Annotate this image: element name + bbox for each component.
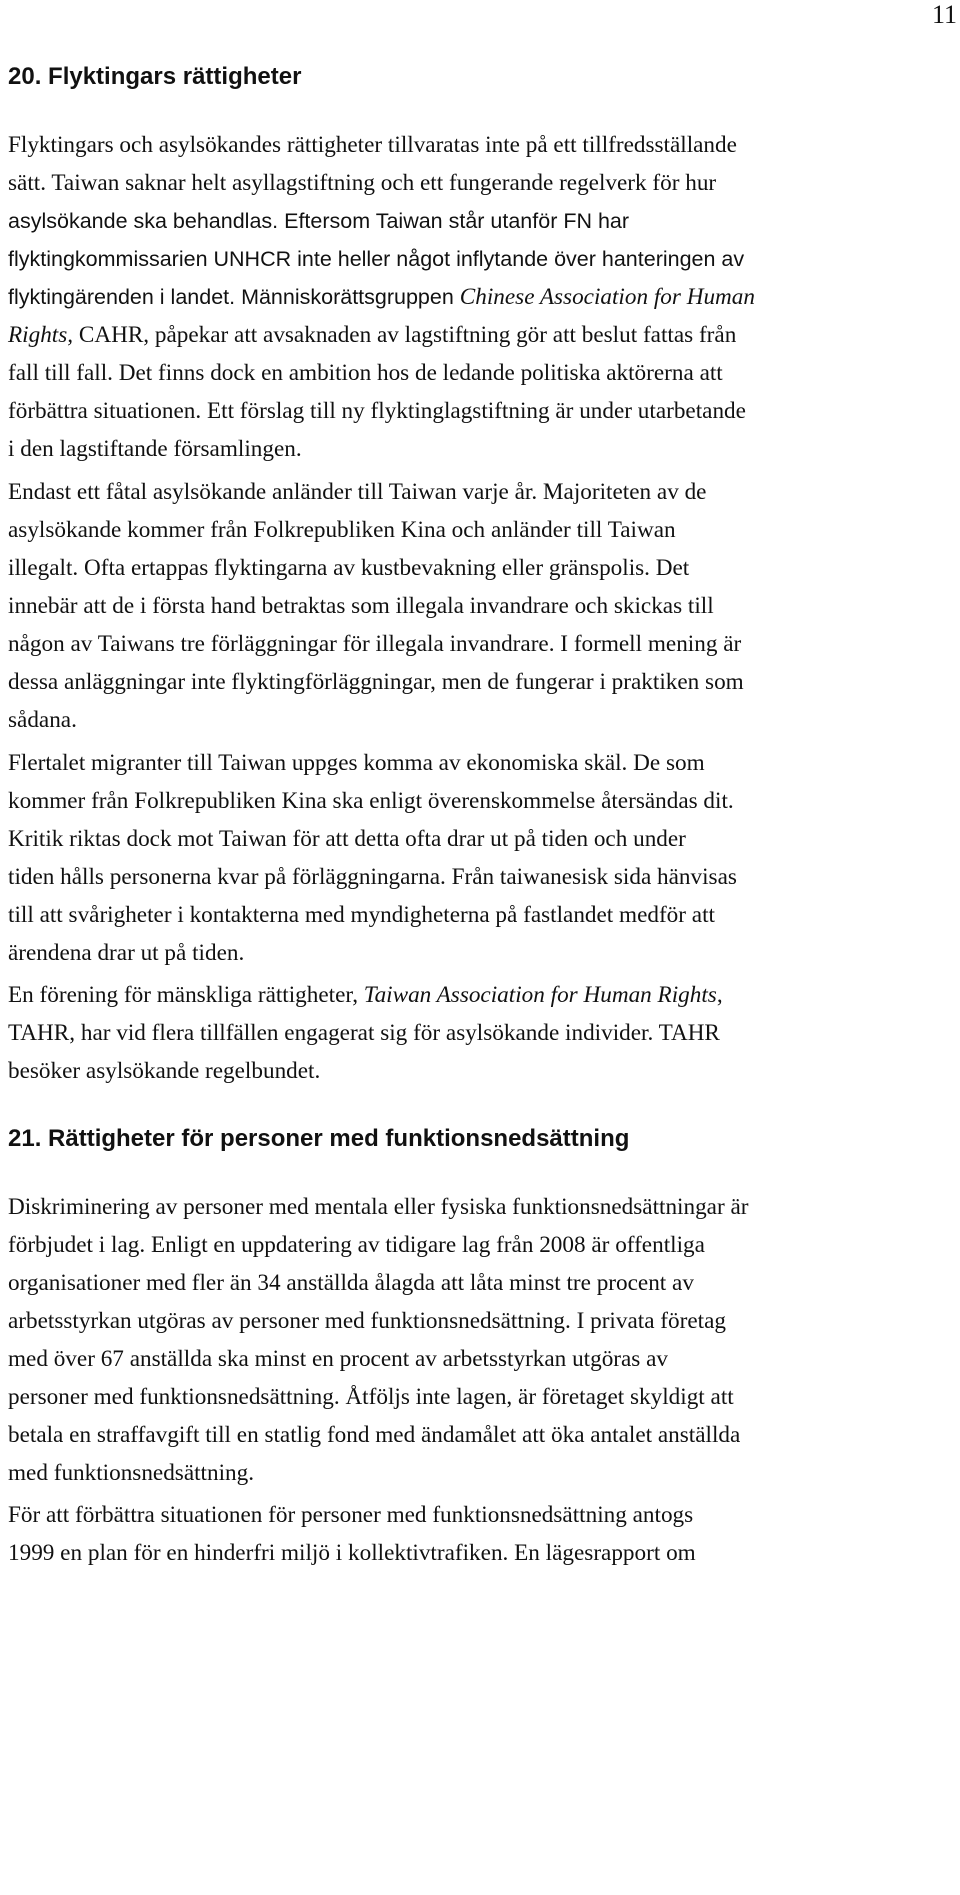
text-line: besöker asylsökande regelbundet. xyxy=(8,1058,321,1084)
organization-name: Rights, xyxy=(8,322,74,348)
text-line: arbetsstyrkan utgöras av personer med funktionsnedsättning. I privata företag xyxy=(8,1308,726,1334)
text-line: förbättra situationen. Ett förslag till ny flyktinglagstiftning är under utarbetande xyxy=(8,398,746,424)
text-line: Flertalet migranter till Taiwan uppges komma av ekonomiska skäl. De som xyxy=(8,750,705,776)
text-line: personer med funktionsnedsättning. Åtföljs inte lagen, är företaget skyldigt att xyxy=(8,1384,734,1410)
text-line: Flyktingars och asylsökandes rättigheter tillvaratas inte på ett tillfredsställande xyxy=(8,132,737,158)
text-line: förbjudet i lag. Enligt en uppdatering av tidigare lag från 2008 är offentliga xyxy=(8,1232,705,1258)
text-run: CAHR, påpekar att avsaknaden av lagstiftning gör att beslut fattas från xyxy=(73,322,737,348)
text-line: TAHR, har vid flera tillfällen engagerat sig för asylsökande individer. TAHR xyxy=(8,1020,720,1046)
paragraph xyxy=(8,976,960,1090)
text-line: sådana. xyxy=(8,707,77,733)
text-line: Endast ett fåtal asylsökande anländer till Taiwan varje år. Majoriteten av de xyxy=(8,479,707,505)
text-line: asylsökande ska behandlas. Eftersom Taiwan står utanför FN har xyxy=(8,209,630,233)
text-line: med funktionsnedsättning. xyxy=(8,1460,255,1486)
text-line: med över 67 anställda ska minst en procent av arbetsstyrkan utgöras av xyxy=(8,1346,669,1372)
text-line: organisationer med fler än 34 anställda ålagda att låta minst tre procent av xyxy=(8,1270,694,1296)
text-line: Diskriminering av personer med mentala eller fysiska funktionsnedsättningar är xyxy=(8,1194,749,1220)
text-line: kommer från Folkrepubliken Kina ska enligt överenskommelse återsändas dit. xyxy=(8,788,734,814)
text-line: dessa anläggningar inte flyktingförläggningar, men de fungerar i praktiken som xyxy=(8,669,744,695)
text-line: illegalt. Ofta ertappas flyktingarna av kustbevakning eller gränspolis. Det xyxy=(8,555,690,581)
paragraph xyxy=(8,1188,960,1492)
text-line: till att svårigheter i kontakterna med myndigheterna på fastlandet medför att xyxy=(8,902,715,928)
text-run: En förening för mänskliga rättigheter, xyxy=(8,982,364,1008)
text-line: innebär att de i första hand betraktas som illegala invandrare och skickas till xyxy=(8,593,714,619)
text-line: sätt. Taiwan saknar helt asyllagstiftning och ett fungerande regelverk för hur xyxy=(8,170,717,196)
organization-name: Chinese Association for Human xyxy=(459,284,755,310)
text-line: i den lagstiftande församlingen. xyxy=(8,436,302,462)
text-line: fall till fall. Det finns dock en ambition hos de ledande politiska aktörerna att xyxy=(8,360,723,386)
text-line: 1999 en plan för en hinderfri miljö i kollektivtrafiken. En lägesrapport om xyxy=(8,1540,696,1566)
text-line: asylsökande kommer från Folkrepubliken Kina och anländer till Taiwan xyxy=(8,517,676,543)
text-line: ärendena drar ut på tiden. xyxy=(8,940,245,966)
text-line xyxy=(8,316,960,354)
text-run: , xyxy=(716,982,723,1008)
paragraph xyxy=(8,1496,960,1572)
section-20-heading: 20. Flyktingars rättigheter xyxy=(8,63,302,90)
text-line: För att förbättra situationen för personer med funktionsnedsättning antogs xyxy=(8,1502,694,1528)
paragraph xyxy=(8,744,960,972)
text-line: tiden hålls personerna kvar på förläggningarna. Från taiwanesisk sida hänvisas xyxy=(8,864,737,890)
text-line xyxy=(8,976,960,1014)
page-number: 11 xyxy=(931,0,957,29)
paragraph xyxy=(8,126,960,468)
paragraph xyxy=(8,473,960,739)
text-run: flyktingärenden i landet. Människorättsgruppen xyxy=(8,285,460,309)
text-line: betala en straffavgift till en statlig fond med ändamålet att öka antalet anställda xyxy=(8,1422,741,1448)
text-line: flyktingkommissarien UNHCR inte heller något inflytande över hanteringen av xyxy=(8,247,745,271)
section-21-heading: 21. Rättigheter för personer med funktionsnedsättning xyxy=(8,1125,630,1152)
text-line: Kritik riktas dock mot Taiwan för att detta ofta drar ut på tiden och under xyxy=(8,826,686,852)
text-line xyxy=(8,278,960,316)
text-line: någon av Taiwans tre förläggningar för illegala invandrare. I formell mening är xyxy=(8,631,742,657)
organization-name: Taiwan Association for Human Rights xyxy=(363,982,717,1008)
